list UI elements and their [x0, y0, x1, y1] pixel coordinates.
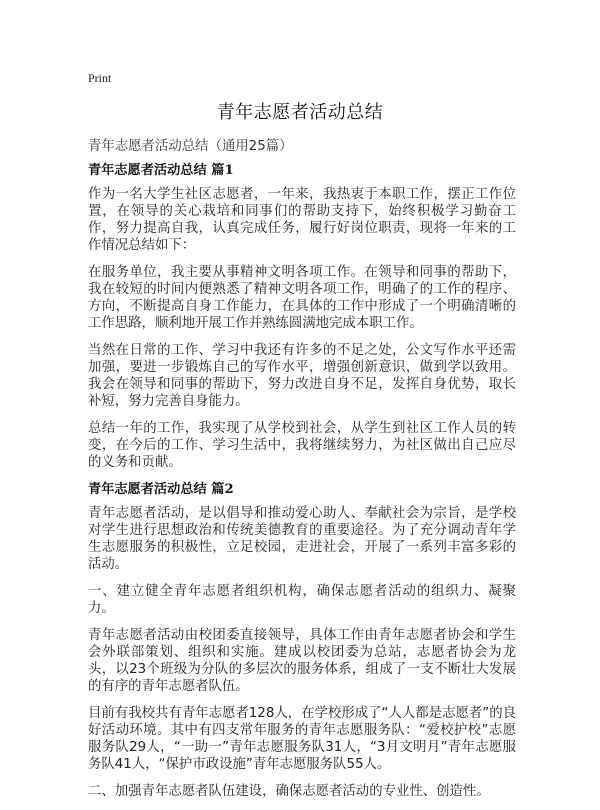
paragraph: 一、建立健全青年志愿者组织机构，确保志愿者活动的组织力、凝聚力。 [88, 584, 516, 616]
paragraph: 二、加强青年志愿者队伍建设，确保志愿者活动的专业性、创造性。 [88, 784, 490, 799]
section-heading: 青年志愿者活动总结 篇2 [88, 482, 234, 497]
paragraph: 作为一名大学生社区志愿者，一年来，我热衷于本职工作，摆正工作位置，在领导的关心栽培和同事们的帮助支持下，始终积极学习勤奋工作，努力提高自我，认真完成任务，履行好岗位职责，现将一年来的工作情况总结如下： [88, 187, 516, 253]
section-heading: 青年志愿者活动总结 篇1 [88, 163, 234, 178]
paragraph: 当然在日常的工作、学习中我还有许多的不足之处，公文写作水平还需加强，要进一步锻炼自己的写作水平，增强创新意识，做到学以致用。我会在领导和同事的帮助下，努力改进自身不足，发挥自身优势，取长补短，努力完善自身能力。 [88, 343, 516, 409]
print-label: Print [88, 71, 112, 85]
paragraph: 在服务单位，我主要从事精神文明各项工作。在领导和同事的帮助下，我在较短的时间内便熟悉了精神文明各项工作，明确了的工作的程序、方向，不断提高自身工作能力，在具体的工作中形成了一个明确清晰的工作思路，顺利地开展工作并熟练圆满地完成本职工作。 [88, 265, 516, 331]
section-1 [88, 162, 516, 471]
document-subtitle: 青年志愿者活动总结（通用25篇） [88, 139, 293, 154]
section-2 [88, 481, 516, 800]
document-body [88, 138, 516, 810]
paragraph: 青年志愿者活动，是以倡导和推动爱心助人、奉献社会为宗旨，是学校对学生进行思想政治和传统美德教育的重要途径。为了充分调动青年学生志愿服务的积极性，立足校园，走进社会，开展了一系列丰富多彩的活动。 [88, 506, 516, 572]
document-title: 青年志愿者活动总结 [216, 102, 384, 123]
paragraph: 青年志愿者活动由校团委直接领导，具体工作由青年志愿者协会和学生会外联部策划、组织和实施。建成以校团委为总站，志愿者协会为龙头，以23个班级为分队的多层次的服务体系，组成了一支不断壮大发展的有序的青年志愿者队伍。 [88, 628, 516, 694]
paragraph: 目前有我校共有青年志愿者128人，在学校形成了“人人都是志愿者”的良好活动环境。其中有四支常年服务的青年志愿服务队：“爱校护校”志愿服务队29人，“一助一”青年志愿服务队31人，“3月文明月”青年志愿服务队41人，“保护市政设施”青年志愿服务队55人。 [88, 706, 516, 772]
paragraph: 总结一年的工作，我实现了从学校到社会，从学生到社区工作人员的转变，在今后的工作、学习生活中，我将继续努力，为社区做出自己应尽的义务和贡献。 [88, 421, 516, 470]
